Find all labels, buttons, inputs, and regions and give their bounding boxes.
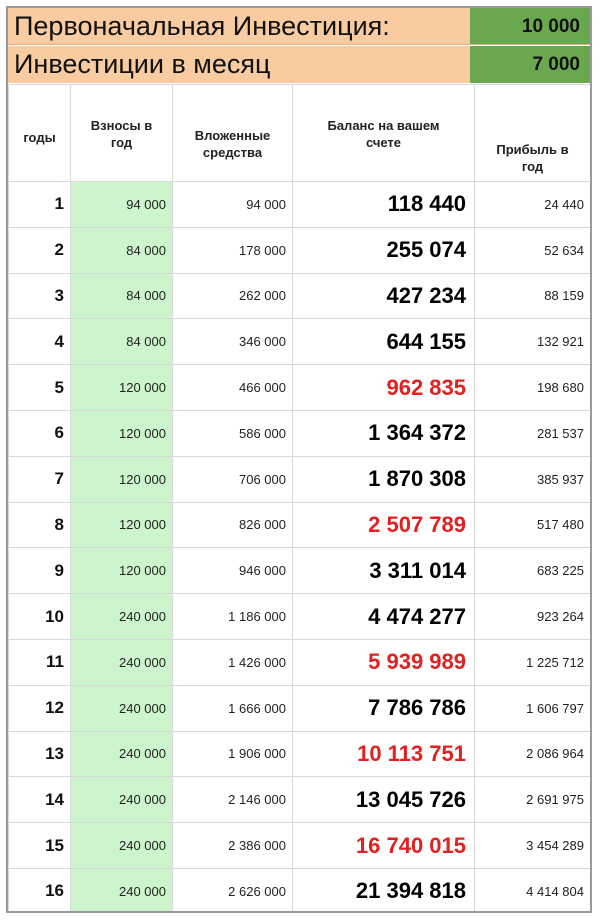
contribution-cell[interactable]: 94 000 bbox=[71, 182, 173, 228]
balance-cell[interactable]: 1 364 372 bbox=[293, 410, 475, 456]
table-row bbox=[9, 365, 591, 411]
invested-cell[interactable]: 586 000 bbox=[173, 410, 293, 456]
contribution-cell[interactable]: 240 000 bbox=[71, 685, 173, 731]
invested-cell[interactable]: 946 000 bbox=[173, 548, 293, 594]
column-header-row bbox=[9, 85, 591, 182]
contribution-cell[interactable]: 240 000 bbox=[71, 868, 173, 913]
contribution-cell[interactable]: 240 000 bbox=[71, 731, 173, 777]
year-cell[interactable]: 10 bbox=[9, 594, 71, 640]
monthly-investment-label: Инвестиции в месяц bbox=[8, 46, 470, 83]
table-row bbox=[9, 868, 591, 913]
table-row bbox=[9, 410, 591, 456]
contribution-cell[interactable]: 120 000 bbox=[71, 548, 173, 594]
balance-cell[interactable]: 2 507 789 bbox=[293, 502, 475, 548]
year-cell[interactable]: 16 bbox=[9, 868, 71, 913]
balance-cell[interactable]: 7 786 786 bbox=[293, 685, 475, 731]
invested-cell[interactable]: 1 426 000 bbox=[173, 639, 293, 685]
profit-cell[interactable]: 132 921 bbox=[475, 319, 591, 365]
initial-investment-label: Первоначальная Инвестиция: bbox=[8, 8, 470, 45]
profit-cell[interactable]: 385 937 bbox=[475, 456, 591, 502]
contribution-cell[interactable]: 240 000 bbox=[71, 823, 173, 869]
year-cell[interactable]: 3 bbox=[9, 273, 71, 319]
balance-cell[interactable]: 255 074 bbox=[293, 227, 475, 273]
balance-cell[interactable]: 118 440 bbox=[293, 182, 475, 228]
invested-cell[interactable]: 706 000 bbox=[173, 456, 293, 502]
column-header-years: годы bbox=[9, 85, 71, 182]
invested-cell[interactable]: 1 906 000 bbox=[173, 731, 293, 777]
invested-cell[interactable]: 94 000 bbox=[173, 182, 293, 228]
investment-table bbox=[8, 84, 591, 913]
contribution-cell[interactable]: 120 000 bbox=[71, 410, 173, 456]
profit-cell[interactable]: 683 225 bbox=[475, 548, 591, 594]
table-body bbox=[9, 182, 591, 914]
invested-cell[interactable]: 826 000 bbox=[173, 502, 293, 548]
contribution-cell[interactable]: 84 000 bbox=[71, 227, 173, 273]
initial-investment-value[interactable]: 10 000 bbox=[470, 8, 590, 45]
year-cell[interactable]: 13 bbox=[9, 731, 71, 777]
monthly-investment-row bbox=[8, 46, 590, 83]
table-row bbox=[9, 685, 591, 731]
invested-cell[interactable]: 2 386 000 bbox=[173, 823, 293, 869]
contribution-cell[interactable]: 120 000 bbox=[71, 456, 173, 502]
profit-cell[interactable]: 2 086 964 bbox=[475, 731, 591, 777]
table-row bbox=[9, 594, 591, 640]
balance-cell[interactable]: 4 474 277 bbox=[293, 594, 475, 640]
contribution-cell[interactable]: 120 000 bbox=[71, 502, 173, 548]
contribution-cell[interactable]: 84 000 bbox=[71, 319, 173, 365]
year-cell[interactable]: 1 bbox=[9, 182, 71, 228]
table-row bbox=[9, 777, 591, 823]
initial-investment-row bbox=[8, 8, 590, 45]
contribution-cell[interactable]: 84 000 bbox=[71, 273, 173, 319]
invested-cell[interactable]: 346 000 bbox=[173, 319, 293, 365]
profit-cell[interactable]: 52 634 bbox=[475, 227, 591, 273]
profit-cell[interactable]: 3 454 289 bbox=[475, 823, 591, 869]
balance-cell[interactable]: 1 870 308 bbox=[293, 456, 475, 502]
column-header-profit: Прибыль в год bbox=[475, 85, 591, 182]
spreadsheet-frame bbox=[6, 6, 592, 913]
profit-cell[interactable]: 4 414 804 bbox=[475, 868, 591, 913]
year-cell[interactable]: 4 bbox=[9, 319, 71, 365]
table-row bbox=[9, 731, 591, 777]
balance-cell[interactable]: 3 311 014 bbox=[293, 548, 475, 594]
table-row bbox=[9, 502, 591, 548]
balance-cell[interactable]: 13 045 726 bbox=[293, 777, 475, 823]
profit-cell[interactable]: 517 480 bbox=[475, 502, 591, 548]
year-cell[interactable]: 6 bbox=[9, 410, 71, 456]
table-row bbox=[9, 273, 591, 319]
table-row bbox=[9, 182, 591, 228]
monthly-investment-value[interactable]: 7 000 bbox=[470, 46, 590, 83]
table-row bbox=[9, 548, 591, 594]
invested-cell[interactable]: 1 186 000 bbox=[173, 594, 293, 640]
year-cell[interactable]: 9 bbox=[9, 548, 71, 594]
profit-cell[interactable]: 24 440 bbox=[475, 182, 591, 228]
profit-cell[interactable]: 2 691 975 bbox=[475, 777, 591, 823]
table-row bbox=[9, 639, 591, 685]
year-cell[interactable]: 7 bbox=[9, 456, 71, 502]
profit-cell[interactable]: 923 264 bbox=[475, 594, 591, 640]
invested-cell[interactable]: 2 626 000 bbox=[173, 868, 293, 913]
contribution-cell[interactable]: 240 000 bbox=[71, 777, 173, 823]
balance-cell[interactable]: 427 234 bbox=[293, 273, 475, 319]
invested-cell[interactable]: 262 000 bbox=[173, 273, 293, 319]
table-row bbox=[9, 823, 591, 869]
balance-cell[interactable]: 10 113 751 bbox=[293, 731, 475, 777]
contribution-cell[interactable]: 240 000 bbox=[71, 639, 173, 685]
column-header-contributions: Взносы в год bbox=[71, 85, 173, 182]
year-cell[interactable]: 5 bbox=[9, 365, 71, 411]
invested-cell[interactable]: 2 146 000 bbox=[173, 777, 293, 823]
column-header-balance: Баланс на вашем счете bbox=[293, 85, 475, 182]
table-row bbox=[9, 227, 591, 273]
year-cell[interactable]: 2 bbox=[9, 227, 71, 273]
invested-cell[interactable]: 466 000 bbox=[173, 365, 293, 411]
profit-cell[interactable]: 281 537 bbox=[475, 410, 591, 456]
invested-cell[interactable]: 178 000 bbox=[173, 227, 293, 273]
balance-cell[interactable]: 962 835 bbox=[293, 365, 475, 411]
table-row bbox=[9, 319, 591, 365]
year-cell[interactable]: 12 bbox=[9, 685, 71, 731]
column-header-invested: Вложенные средства bbox=[173, 85, 293, 182]
profit-cell[interactable]: 198 680 bbox=[475, 365, 591, 411]
year-cell[interactable]: 11 bbox=[9, 639, 71, 685]
profit-cell[interactable]: 1 225 712 bbox=[475, 639, 591, 685]
year-cell[interactable]: 14 bbox=[9, 777, 71, 823]
year-cell[interactable]: 15 bbox=[9, 823, 71, 869]
balance-cell[interactable]: 16 740 015 bbox=[293, 823, 475, 869]
balance-cell[interactable]: 21 394 818 bbox=[293, 868, 475, 913]
balance-cell[interactable]: 644 155 bbox=[293, 319, 475, 365]
table-row bbox=[9, 456, 591, 502]
profit-cell[interactable]: 1 606 797 bbox=[475, 685, 591, 731]
profit-cell[interactable]: 88 159 bbox=[475, 273, 591, 319]
year-cell[interactable]: 8 bbox=[9, 502, 71, 548]
contribution-cell[interactable]: 240 000 bbox=[71, 594, 173, 640]
contribution-cell[interactable]: 120 000 bbox=[71, 365, 173, 411]
invested-cell[interactable]: 1 666 000 bbox=[173, 685, 293, 731]
balance-cell[interactable]: 5 939 989 bbox=[293, 639, 475, 685]
